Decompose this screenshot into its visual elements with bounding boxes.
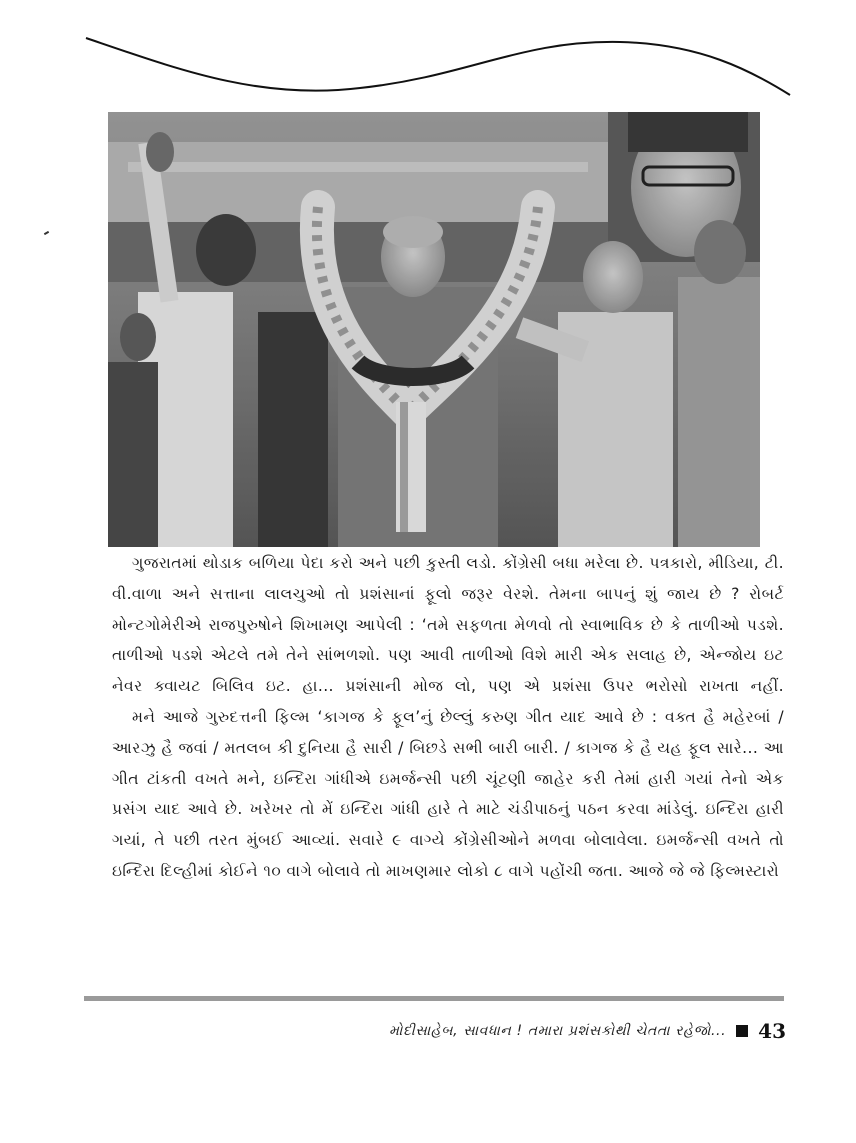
footer-divider bbox=[84, 996, 784, 1001]
page-footer bbox=[266, 1017, 786, 1045]
square-bullet-icon bbox=[736, 1025, 748, 1037]
paragraph-1: ગુજરાતમાં થોડાક બળિયા પેદા કરો અને પછી કુસ્તી લડો. કોંગ્રેસી બધા મરેલા છે. પત્રકારો, મીડિયા, ટી. વી.વાળા અને સત્તાના લાલચુઓ તો પ્રશંસાનાં ફૂલો જરૂર વેરશે. તેમના બાપનું શું જાય છે ? રોબર્ટ મોન્ટગોમેરીએ રાજપુરુષોને શિખામણ આપેલી : ‘તમે સફળતા મેળવો તો સ્વાભાવિક છે કે તાળીઓ પડશે. તાળીઓ પડશે એટલે તમે તેને સાંભળશો. પણ આવી તાળીઓ વિશે મારી એક સલાહ છે, એન્જોય ઇટ નેવર ક્વાયટ બિલિવ ઇટ. હા... પ્રશંસાની મોજ લો, પણ એ પ્રશંસા ઉપર ભરોસો રાખતા નહીં. bbox=[112, 554, 784, 696]
article-body bbox=[112, 548, 784, 887]
running-title: મોદીસાહેબ, સાવધાન ! તમારા પ્રશંસકોથી ચેતતા રહેજો... bbox=[388, 1023, 727, 1039]
page-number: 43 bbox=[758, 1019, 786, 1043]
news-photo bbox=[108, 112, 760, 547]
paragraph-2: મને આજે ગુરુદત્તની ફિલ્મ ‘કાગજ કે ફૂલ’નું છેલ્લું કરુણ ગીત યાદ આવે છે : વક્ત હૈ મહેરબાં / આરઝુ હૈ જવાં / મતલબ કી દુનિયા હૈ સારી / બિછડે સભી બારી બારી. / કાગજ કે હૈ યહ ફૂલ સારે... આ ગીત ટાંકતી વખતે મને, ઇન્દિરા ગાંધીએ ઇમર્જન્સી પછી ચૂંટણી જાહેર કરી તેમાં હારી ગયાં તેનો એક પ્રસંગ યાદ આવે છે. ખરેખર તો મેં ઇન્દિરા ગાંધી હારે તે માટે ચંડીપાઠનું પઠન કરવા માંડેલું. ઇન્દિરા હારી ગયાં, તે પછી તરત મુંબઈ આવ્યાં. સવારે ૯ વાગ્યે કોંગ્રેસીઓને મળવા બોલાવેલા. ઇમર્જન્સી વખતે તો ઇન્દિરા દિલ્હીમાં કોઈને ૧૦ વાગે બોલાવે તો માખણમાર લોકો ૮ વાગે પહોંચી જતા. આજે જે જે ફિલ્મસ્ટારો bbox=[112, 707, 784, 880]
scan-mark bbox=[44, 231, 49, 235]
header-wave-line bbox=[0, 0, 856, 110]
